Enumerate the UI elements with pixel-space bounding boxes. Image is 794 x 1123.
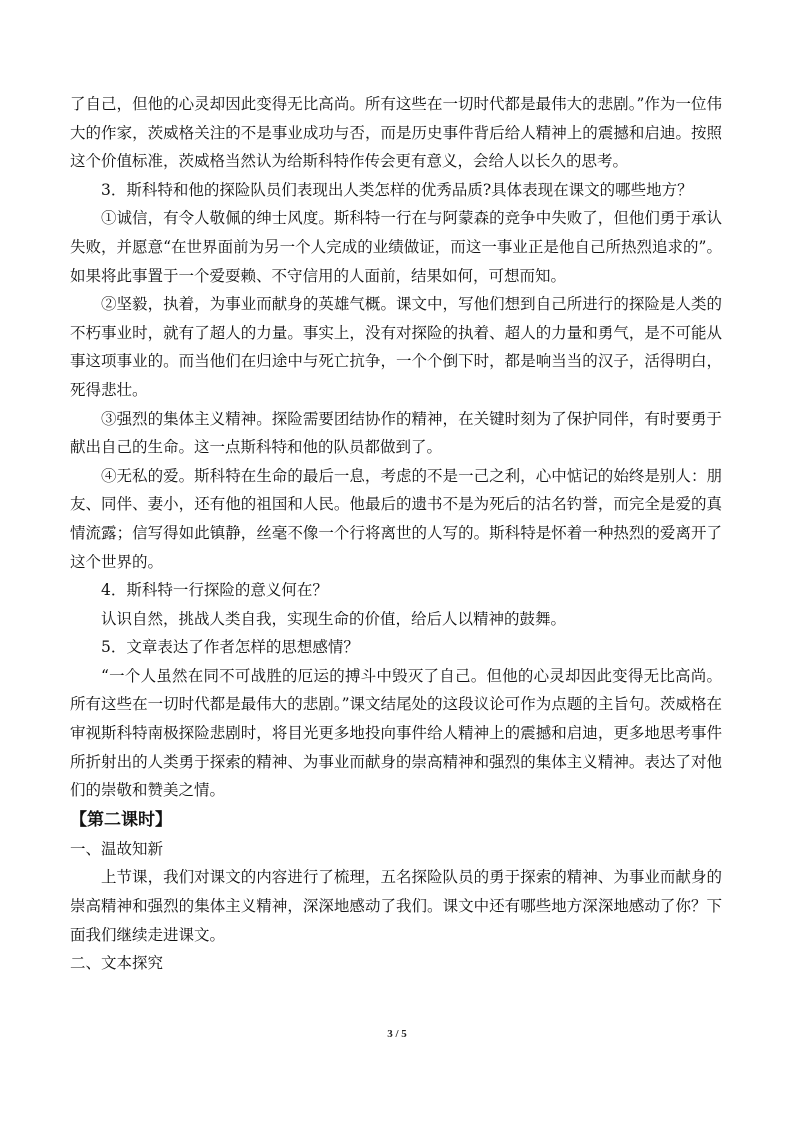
review-paragraph: 上节课，我们对课文的内容进行了梳理，五名探险队员的勇于探索的精神、为事业而献身的崇高精神和强烈的集体主义精神，深深地感动了我们。课文中还有哪些地方深深地感动了你？下面我们继续走进课文。 (70, 868, 722, 944)
answer-4: 认识自然，挑战人类自我，实现生命的价值，给后人以精神的鼓舞。 (101, 609, 567, 628)
answer-3-item-3: ③强烈的集体主义精神。探险需要团结协作的精神，在关键时刻为了保护同伴，有时要勇于献出自己的生命。这一点斯科特和他的队员都做到了。 (70, 409, 722, 457)
answer-3-item-2: ②坚毅，执着，为事业而献身的英雄气概。课文中，写他们想到自己所进行的探险是人类的不朽事业时，就有了超人的力量。事实上，没有对探险的执着、超人的力量和勇气，是不可能从事这项事业的。而当他们在归途中与死亡抗争，一个个倒下时，都是响当当的汉子，活得明白，死得悲壮。 (70, 295, 722, 399)
subheading-review: 一、温故知新 (70, 839, 164, 858)
question-4: 4．斯科特一行探险的意义何在？ (101, 581, 328, 600)
section-title: 【第二课时】 (70, 809, 172, 830)
subheading-text-exploration: 二、文本探究 (70, 954, 164, 973)
paragraph-continuation: 了自己，但他的心灵却因此变得无比高尚。所有这些在一切时代都是最伟大的悲剧。”作为一位伟大的作家，茨威格关注的不是事业成功与否，而是历史事件背后给人精神上的震撼和启迪。按照这个价值标准，茨威格当然认为给斯科特作传会更有意义，会给人以长久的思考。 (70, 95, 722, 171)
answer-3-item-4: ④无私的爱。斯科特在生命的最后一息，考虑的不是一己之利，心中惦记的始终是别人：朋友、同伴、妻小，还有他的祖国和人民。他最后的遗书不是为死后的沽名钓誉，而完全是爱的真情流露；信写得如此镇静，丝毫不像一个行将离世的人写的。斯科特是怀着一种热烈的爱离开了这个世界的。 (70, 466, 722, 571)
question-3: 3．斯科特和他的探险队员们表现出人类怎样的优秀品质?具体表现在课文的哪些地方？ (101, 180, 693, 199)
question-5: 5．文章表达了作者怎样的思想感情？ (101, 638, 359, 657)
answer-5: “一个人虽然在同不可战胜的厄运的搏斗中毁灭了自己。但他的心灵却因此变得无比高尚。所有这些在一切时代都是最伟大的悲剧。”课文结尾处的这段议论可作为点题的主旨句。茨威格在审视斯科特南极探险悲剧时，将目光更多地投向事件给人精神上的震撼和启迪，更多地思考事件所折射出的人类勇于探索的精神、为事业而献身的崇高精神和强烈的集体主义精神。表达了对他们的崇敬和赞美之情。 (70, 666, 722, 800)
answer-3-item-1: ①诚信，有令人敬佩的绅士风度。斯科特一行在与阿蒙森的竞争中失败了，但他们勇于承认失败，并愿意“在世界面前为另一个人完成的业绩做证，而这一事业正是他自己所热烈追求的”。如果将此事置于一个爱耍赖、不守信用的人面前，结果如何，可想而知。 (70, 209, 722, 285)
document-body (70, 90, 722, 978)
page-number: 3 / 5 (387, 1028, 407, 1040)
